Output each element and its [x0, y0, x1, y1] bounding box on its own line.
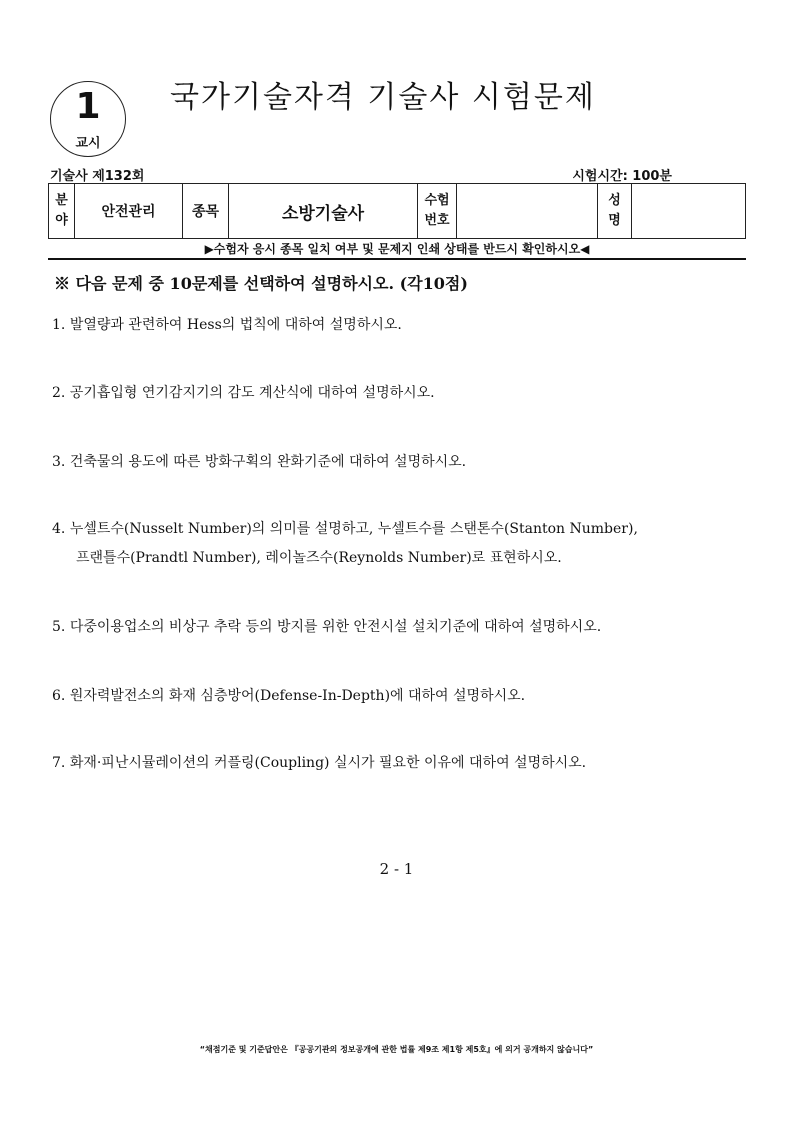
field-label-bottom: 야: [55, 213, 68, 228]
examinee-label-top: 수험: [424, 193, 450, 208]
question-text-continued: 프랜틀수(Prandtl Number), 레이놀즈수(Reynolds Number)로 표현하시오.: [76, 550, 562, 566]
field-label-cell: [49, 184, 75, 239]
question-item: [52, 314, 402, 334]
exam-time: 시험시간: 100분: [572, 169, 672, 184]
divider: [48, 258, 746, 260]
period-number: 1: [75, 86, 101, 127]
category-label: 종목: [183, 184, 229, 239]
page-title: 국가기술자격 기술사 시험문제: [170, 80, 596, 115]
question-item: [52, 616, 601, 636]
name-label-cell: [598, 184, 632, 239]
field-value: 안전관리: [75, 184, 183, 239]
examinee-label-cell: [418, 184, 457, 239]
question-item: [52, 518, 638, 538]
question-text: 발열량과 관련하여 Hess의 법칙에 대하여 설명하시오.: [69, 317, 402, 333]
question-number: 1.: [52, 317, 66, 333]
exam-info-table: [48, 183, 746, 239]
question-text: 다중이용업소의 비상구 추락 등의 방지를 위한 안전시설 설치기준에 대하여 설명하시오.: [69, 619, 602, 635]
question-text: 원자력발전소의 화재 심층방어(Defense-In-Depth)에 대하여 설명하시오.: [69, 688, 526, 704]
name-label-bottom: 명: [608, 213, 621, 228]
page-number: 2 - 1: [379, 860, 414, 878]
exam-round: 기술사 제132회: [50, 169, 145, 184]
question-number: 3.: [52, 454, 66, 470]
question-item: [52, 382, 435, 402]
question-number: 5.: [52, 619, 66, 635]
question-number: 7.: [52, 755, 66, 771]
question-number: 4.: [52, 521, 66, 537]
name-field[interactable]: [632, 184, 746, 239]
category-value: 소방기술사: [229, 184, 418, 239]
footer-disclaimer: “채점기준 및 기준답안은 『공공기관의 정보공개에 관한 법률 제9조 제1항 제5호』에 의거 공개하지 않습니다”: [199, 1045, 594, 1054]
question-number: 2.: [52, 385, 66, 401]
question-item: [52, 685, 525, 705]
period-badge: [50, 81, 126, 157]
notice: ▶수험자 응시 종목 일치 여부 및 문제지 인쇄 상태를 반드시 확인하시오◀: [204, 242, 590, 256]
examinee-label-bottom: 번호: [424, 213, 450, 228]
question-number: 6.: [52, 688, 66, 704]
field-label-top: 분: [55, 193, 68, 208]
question-text: 건축물의 용도에 따른 방화구획의 완화기준에 대하여 설명하시오.: [69, 454, 467, 470]
instruction: ※ 다음 문제 중 10문제를 선택하여 설명하시오. (각10점): [54, 274, 468, 293]
question-text: 공기흡입형 연기감지기의 감도 계산식에 대하여 설명하시오.: [69, 385, 435, 401]
period-label: 교시: [75, 136, 101, 151]
question-item: [52, 752, 586, 772]
question-text: 화재·피난시뮬레이션의 커플링(Coupling) 실시가 필요한 이유에 대하여 설명하시오.: [69, 755, 587, 771]
examinee-number-field[interactable]: [457, 184, 598, 239]
question-text: 누셀트수(Nusselt Number)의 의미를 설명하고, 누셀트수를 스탠톤수(Stanton Number),: [69, 521, 638, 537]
name-label-top: 성: [608, 193, 621, 208]
question-item: [52, 451, 466, 471]
